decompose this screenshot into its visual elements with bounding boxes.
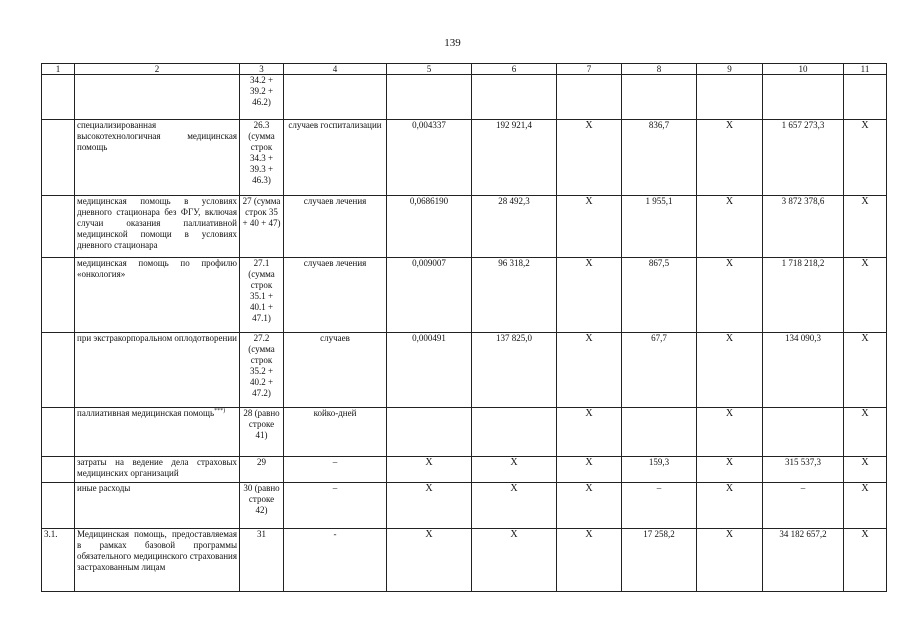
cell: 0,000491 [387,333,472,408]
line-number: 30 (равно строке 42) [240,483,284,529]
cell [387,75,472,120]
row-number [42,457,75,483]
line-number: 26.3 (сумма строк 34.3 + 39.3 + 46.3) [240,120,284,196]
cell: 836,7 [622,120,697,196]
column-number: 6 [472,64,557,75]
cell [387,408,472,457]
cell [472,75,557,120]
column-number: 7 [557,64,622,75]
cell: – [622,483,697,529]
unit [284,75,387,120]
cell: 34 182 657,2 [763,529,844,592]
cell: Х [697,529,763,592]
line-number: 31 [240,529,284,592]
cell: Х [472,529,557,592]
row-name: Медицинская помощь, предоставляемая в рамках базовой программы обязательного медицинского страхования застрахованным лицам [75,529,240,592]
unit: койко-дней [284,408,387,457]
cell: Х [557,333,622,408]
cell: Х [557,196,622,258]
unit: случаев лечения [284,196,387,258]
cell: 0,009007 [387,258,472,333]
cell: 17 258,2 [622,529,697,592]
row-name: медицинская помощь в условиях дневного стационара без ФГУ, включая случаи оказания паллиативной медицинской помощи в условиях дневного стационара [75,196,240,258]
cell: Х [844,120,887,196]
table-row [42,457,887,483]
table-row [42,120,887,196]
row-name: затраты на ведение дела страховых медицинских организаций [75,457,240,483]
cell: 0,004337 [387,120,472,196]
line-number: 27.1 (сумма строк 35.1 + 40.1 + 47.1) [240,258,284,333]
cell: Х [697,258,763,333]
row-name: при экстракорпоральном оплодотворении [75,333,240,408]
row-name: медицинская помощь по профилю «онкология» [75,258,240,333]
cell [763,408,844,457]
cell [763,75,844,120]
line-number: 29 [240,457,284,483]
column-number: 2 [75,64,240,75]
cell: 96 318,2 [472,258,557,333]
cell: Х [557,258,622,333]
cell: Х [557,408,622,457]
table-row [42,75,887,120]
cell: – [763,483,844,529]
cell: Х [472,457,557,483]
unit: случаев [284,333,387,408]
cell [844,75,887,120]
cell: Х [844,408,887,457]
unit: - [284,529,387,592]
cell [622,408,697,457]
row-name-text: паллиативная медицинская помощь [77,408,215,418]
table-row [42,333,887,408]
cell: Х [844,258,887,333]
cell [472,408,557,457]
cell: 1 718 218,2 [763,258,844,333]
cell: 1 657 273,3 [763,120,844,196]
column-number: 3 [240,64,284,75]
column-number: 8 [622,64,697,75]
column-number: 11 [844,64,887,75]
row-name: специализированная высокотехнологичная медицинская помощь [75,120,240,196]
row-name: иные расходы [75,483,240,529]
row-number [42,196,75,258]
table-row [42,483,887,529]
column-number: 10 [763,64,844,75]
cell [622,75,697,120]
line-number: 34.2 + 39.2 + 46.2) [240,75,284,120]
column-number: 9 [697,64,763,75]
row-number [42,483,75,529]
data-table [41,63,887,592]
unit: случаев госпитализации [284,120,387,196]
column-number: 1 [42,64,75,75]
cell: 67,7 [622,333,697,408]
row-number [42,333,75,408]
column-number: 4 [284,64,387,75]
cell: Х [697,408,763,457]
table-row [42,196,887,258]
cell [557,75,622,120]
cell: Х [697,483,763,529]
cell: 1 955,1 [622,196,697,258]
cell: 159,3 [622,457,697,483]
cell: Х [387,457,472,483]
column-number-row [42,64,887,75]
cell: Х [844,457,887,483]
cell: Х [844,333,887,408]
cell: 137 825,0 [472,333,557,408]
cell: 134 090,3 [763,333,844,408]
line-number: 27.2 (сумма строк 35.2 + 40.2 + 47.2) [240,333,284,408]
cell: Х [557,483,622,529]
table-row [42,408,887,457]
page-number: 139 [444,37,461,49]
cell: Х [844,483,887,529]
cell: Х [557,529,622,592]
unit: – [284,483,387,529]
cell [697,75,763,120]
cell: Х [472,483,557,529]
table-row [42,529,887,592]
row-number [42,120,75,196]
cell: 192 921,4 [472,120,557,196]
unit: – [284,457,387,483]
cell: 3 872 378,6 [763,196,844,258]
cell: 867,5 [622,258,697,333]
row-name [75,408,240,457]
row-number: 3.1. [42,529,75,592]
cell: Х [557,120,622,196]
footnote-mark: ***) [214,408,226,414]
cell: Х [844,529,887,592]
line-number: 28 (равно строке 41) [240,408,284,457]
cell: Х [697,196,763,258]
cell: Х [844,196,887,258]
cell: Х [387,529,472,592]
row-number [42,408,75,457]
unit: случаев лечения [284,258,387,333]
cell: 28 492,3 [472,196,557,258]
cell: Х [697,333,763,408]
row-number [42,258,75,333]
cell: Х [697,120,763,196]
cell: 315 537,3 [763,457,844,483]
cell: Х [387,483,472,529]
table-row [42,258,887,333]
line-number: 27 (сумма строк 35 + 40 + 47) [240,196,284,258]
row-name [75,75,240,120]
column-number: 5 [387,64,472,75]
cell: Х [697,457,763,483]
cell: Х [557,457,622,483]
cell: 0,0686190 [387,196,472,258]
row-number [42,75,75,120]
